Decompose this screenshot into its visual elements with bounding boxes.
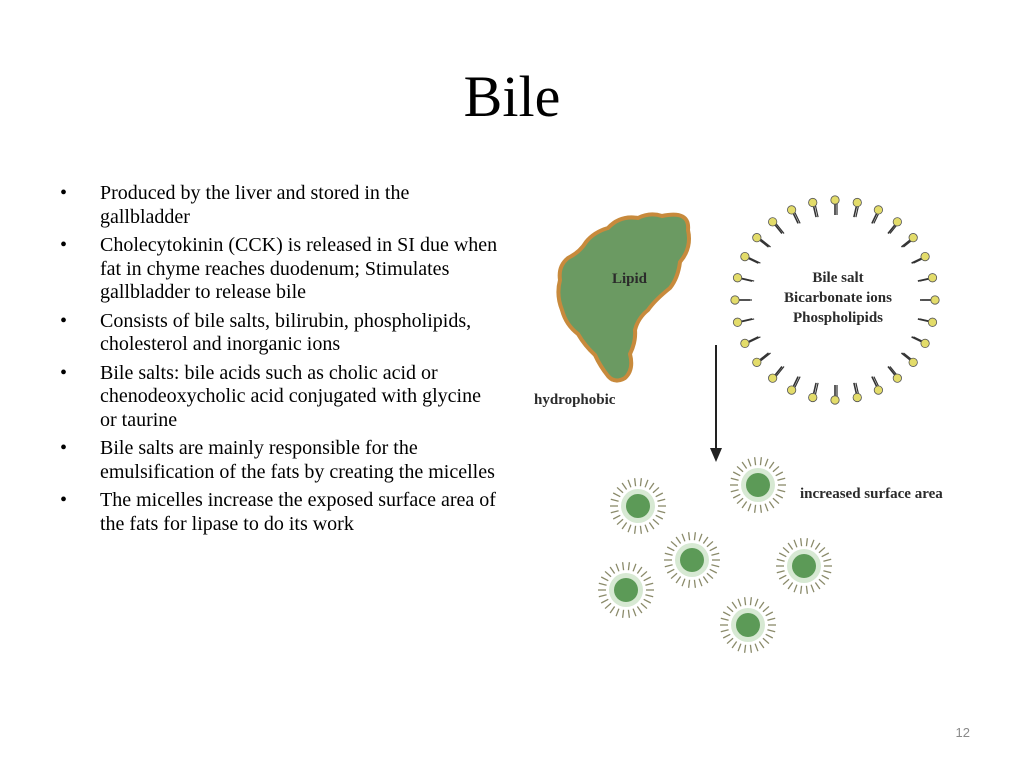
micelle <box>776 538 832 594</box>
bullet-text: Bile salts: bile acids such as cholic acid or chenodeoxycholic acid conjugated with glycine or taurine <box>100 361 481 431</box>
micelle <box>610 478 666 534</box>
bullet-text: Consists of bile salts, bilirubin, phospholipids, cholesterol and inorganic ions <box>100 309 472 355</box>
lipid-droplet <box>558 214 689 380</box>
bile-salt-molecule <box>918 318 937 326</box>
bile-salt-molecule <box>912 252 930 263</box>
bullet-marker: • <box>60 182 68 204</box>
figure-canvas <box>520 170 1000 670</box>
bullet-item <box>58 362 498 433</box>
bullet-list <box>58 182 498 541</box>
phospholipids-label: Phospholipids <box>792 310 884 326</box>
bile-salt-molecule <box>918 274 937 282</box>
micelle-group <box>598 457 832 653</box>
bile-salt-molecule <box>809 198 819 217</box>
bile-salt-label: Bile salt <box>812 270 864 286</box>
bile-salt-molecule <box>787 377 800 395</box>
slide-number: 12 <box>955 725 970 740</box>
bile-salt-molecule <box>888 366 902 382</box>
bile-salt-molecule <box>741 337 761 348</box>
bile-salt-molecule <box>787 206 800 224</box>
bile-salt-molecule <box>831 196 839 215</box>
bile-salt-molecule <box>741 252 761 263</box>
increased-surface-label: increased surface area <box>800 486 943 502</box>
bile-salt-molecule <box>753 353 771 367</box>
bullet-text: Bile salts are mainly responsible for the emulsification of the fats by creating the micelles <box>100 437 495 483</box>
bile-salt-molecule <box>912 337 930 348</box>
micelle <box>664 532 720 588</box>
bile-emulsification-figure <box>520 170 1000 670</box>
bile-salt-molecule <box>809 383 819 402</box>
bile-salt-molecule <box>920 296 939 304</box>
bullet-item <box>58 437 498 484</box>
bile-salt-molecule <box>733 318 754 326</box>
bullet-text: Produced by the liver and stored in the gallbladder <box>100 182 410 228</box>
bullet-marker: • <box>60 361 68 384</box>
micelle <box>730 457 786 513</box>
bullet-text: Cholecytokinin (CCK) is released in SI due when fat in chyme reaches duodenum; Stimulates gallbladder to release bile <box>100 234 498 303</box>
bullet-marker: • <box>60 437 68 459</box>
slide-title: Bile <box>463 64 561 129</box>
bile-salt-molecule <box>768 218 784 234</box>
bullet-item <box>58 234 498 305</box>
bile-salt-molecule <box>853 198 861 217</box>
bullet-marker: • <box>60 309 68 332</box>
bile-salt-molecule <box>831 385 839 404</box>
bicarbonate-label: Bicarbonate ions <box>784 290 892 306</box>
lipid-label: Lipid <box>612 271 648 287</box>
bile-salt-molecule <box>888 218 902 234</box>
bile-salt-molecule <box>731 296 752 304</box>
bile-salt-molecule <box>901 353 917 367</box>
bullet-text: The micelles increase the exposed surface area of the fats for lipase to do its work <box>100 489 496 535</box>
bullet-marker: • <box>60 489 68 511</box>
bile-salt-molecule <box>853 383 861 402</box>
bullet-item <box>58 182 498 229</box>
bullet-item <box>58 489 498 536</box>
bile-salt-molecule <box>872 206 883 224</box>
micelle <box>598 562 654 618</box>
bullet-item <box>58 310 498 357</box>
bile-salt-molecule <box>733 274 754 282</box>
hydrophobic-label: hydrophobic <box>534 392 616 408</box>
bile-salt-molecule <box>753 233 771 247</box>
bullet-marker: • <box>60 234 68 256</box>
bile-salt-molecule <box>768 366 784 382</box>
bile-salt-molecule <box>901 233 917 247</box>
bile-salt-molecule <box>872 377 883 395</box>
arrow-head <box>710 448 722 462</box>
micelle <box>720 597 776 653</box>
